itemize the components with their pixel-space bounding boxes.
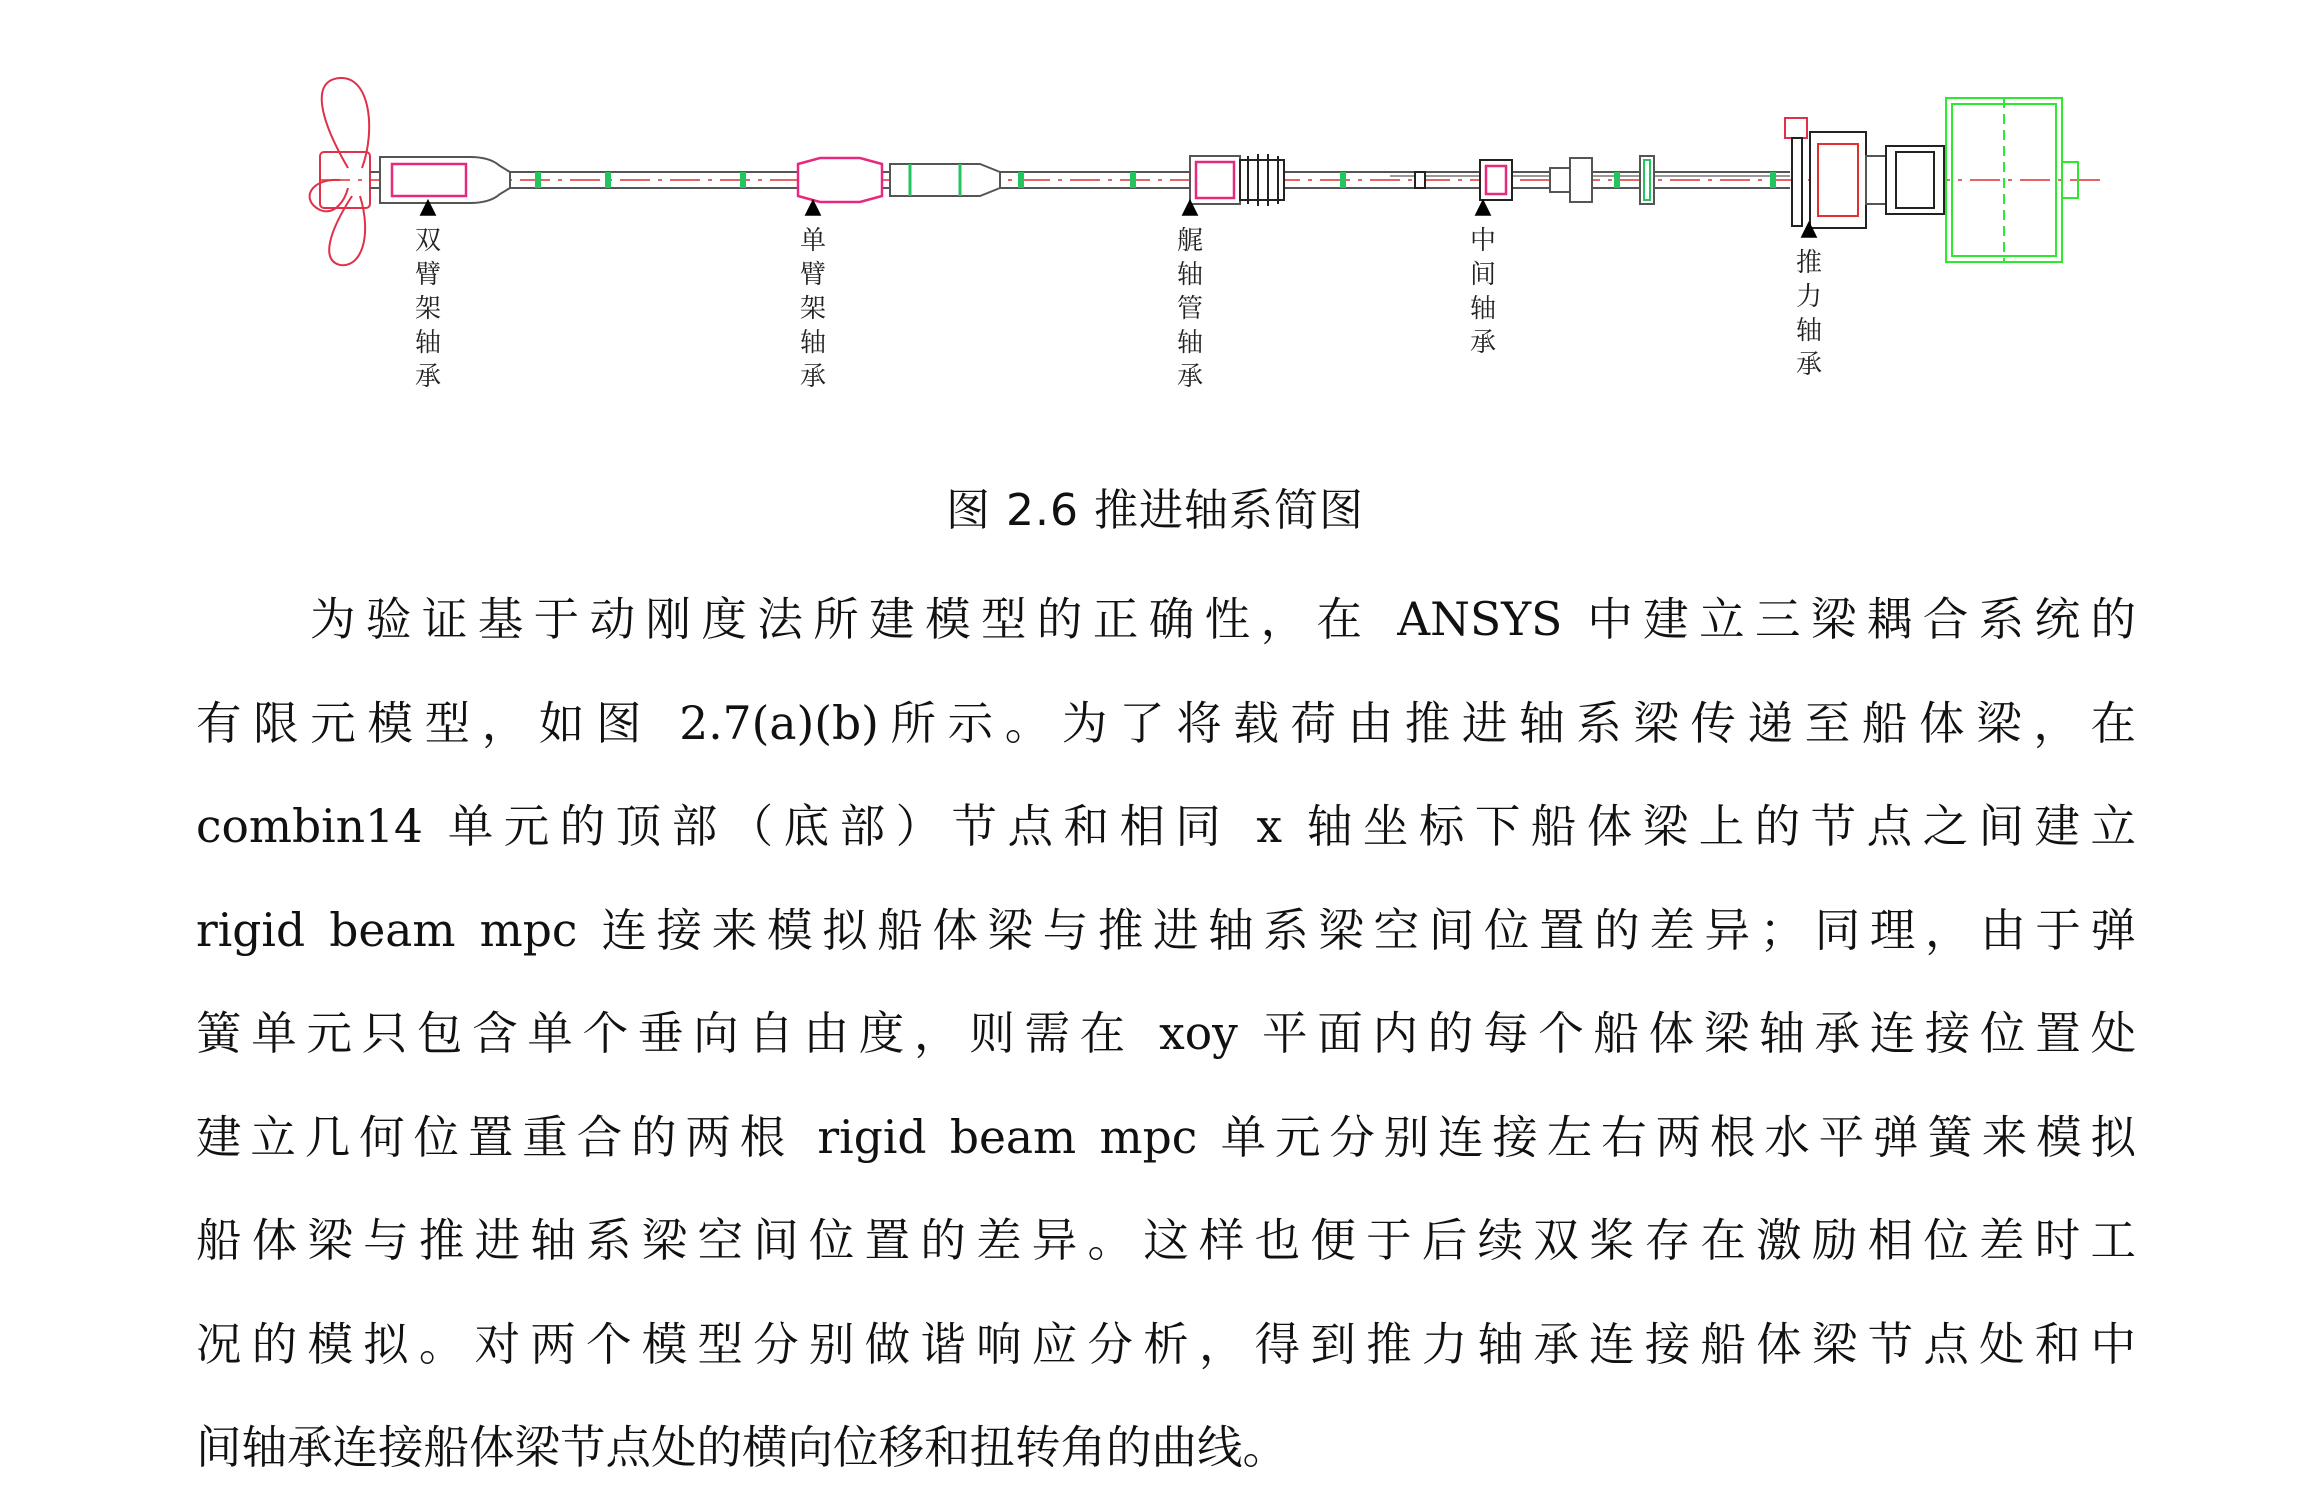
label-text: 单臂架轴承	[799, 226, 826, 392]
marker-arrow-icon: ▲	[1800, 216, 1818, 241]
body-paragraph	[196, 568, 2136, 1500]
thrust-bearing	[1785, 118, 1944, 228]
label-stern-tube-bearing	[1175, 194, 1205, 394]
single-arm-bearing	[798, 158, 1000, 202]
paragraph-line: 间轴承连接船体梁节点处的横向位移和扭转角的曲线。	[196, 1421, 1289, 1474]
double-arm-bearing	[380, 157, 510, 203]
paragraph-line: 有限元模型，如图 2.7(a)(b)所示。为了将载荷由推进轴系梁传递至船体梁，在	[196, 696, 2136, 750]
paragraph-line: 船体梁与推进轴系梁空间位置的差异。这样也便于后续双桨存在激励相位差时工	[196, 1214, 2136, 1267]
paragraph-line: 建立几何位置重合的两根 rigid beam mpc 单元分别连接左右两根水平弹簧来模拟	[196, 1110, 2136, 1164]
marker-arrow-icon: ▲	[804, 194, 822, 219]
label-intermediate-bearing	[1468, 194, 1498, 360]
figure-caption: 图 2.6 推进轴系简图	[946, 485, 1364, 536]
label-text: 中间轴承	[1469, 226, 1496, 358]
shafting-diagram	[300, 60, 2120, 410]
label-single-arm-bearing	[798, 194, 828, 394]
marker-arrow-icon: ▲	[1181, 194, 1199, 219]
paragraph-line: 簧单元只包含单个垂向自由度，则需在 xoy 平面内的每个船体梁轴承连接位置处	[196, 1007, 2136, 1060]
marker-arrow-icon: ▲	[1474, 194, 1492, 219]
label-text: 双臂架轴承	[414, 226, 441, 392]
marker-arrow-icon: ▲	[419, 194, 437, 219]
label-text: 艉轴管轴承	[1176, 226, 1203, 392]
paragraph-line: 为验证基于动刚度法所建模型的正确性，在 ANSYS 中建立三梁耦合系统的	[310, 593, 2136, 646]
label-thrust-bearing	[1794, 216, 1824, 382]
paragraph-line: rigid beam mpc 连接来模拟船体梁与推进轴系梁空间位置的差异；同理，由于弹	[196, 903, 2136, 957]
paragraph-line: 况的模拟。对两个模型分别做谐响应分析，得到推力轴承连接船体梁节点处和中	[196, 1317, 2136, 1371]
label-double-arm-bearing	[413, 194, 443, 394]
propeller-icon	[310, 78, 370, 265]
shafting-drawing	[300, 60, 2120, 410]
label-text: 推力轴承	[1795, 248, 1822, 380]
paragraph-line: combin14 单元的顶部（底部）节点和相同 x 轴坐标下船体梁上的节点之间建立	[196, 800, 2136, 853]
